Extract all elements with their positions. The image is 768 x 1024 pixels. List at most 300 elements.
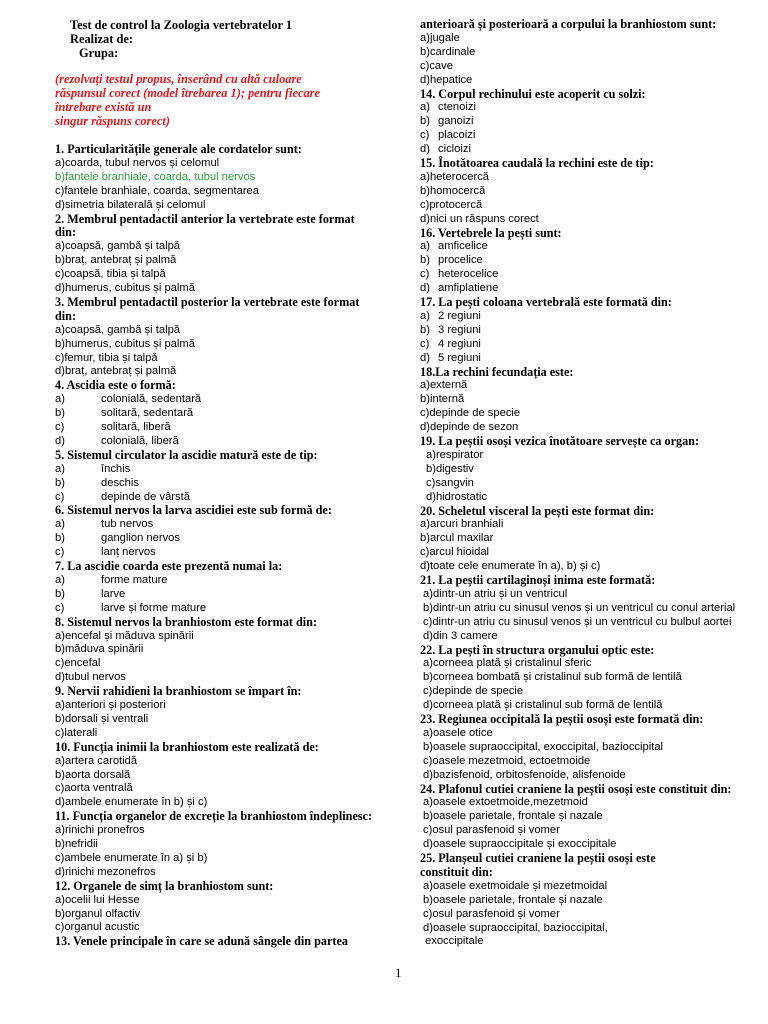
option-text: ctenoizi: [438, 101, 476, 114]
option-text: oasele otice: [432, 726, 493, 739]
option-text: dintr-un atriu cu sinusul venos și un ventricul cu bulbul aortei: [432, 615, 732, 628]
option-letter: a): [420, 101, 430, 114]
option-text: jugale: [429, 31, 460, 44]
option-letter: c): [420, 337, 430, 350]
option-letter: d): [420, 282, 430, 295]
option-text: bazisfenoid, orbitosfenoide, alisfenoide: [432, 768, 626, 781]
answer-option: [420, 143, 471, 157]
answer-option: [420, 310, 481, 324]
option-text: oasele mezetmoid, ectoetmoide: [432, 754, 591, 767]
page-number: 1: [395, 965, 402, 980]
option-letter: b): [420, 393, 430, 406]
answer-option: [423, 685, 523, 699]
option-letter: a): [420, 170, 430, 183]
answer-option: [55, 866, 156, 880]
answer-option: [55, 268, 166, 282]
option-text: heterocelice: [438, 268, 499, 281]
option-text: larve: [101, 587, 126, 600]
option-letter: b): [420, 532, 430, 545]
answer-option: [55, 393, 201, 407]
question-text: 4. Ascidia este o formă:: [55, 378, 176, 393]
option-text: corneea plată și cristalinul sferic: [432, 657, 592, 670]
option-letter: c): [55, 601, 65, 614]
option-letter: a): [420, 31, 430, 44]
answer-option: [55, 463, 130, 477]
option-letter: c): [55, 546, 65, 559]
option-letter: a): [423, 587, 433, 600]
option-letter: b): [55, 907, 65, 920]
option-text: coarda, tubul nervos și celomul: [64, 156, 220, 169]
answer-option: [55, 630, 194, 644]
option-text: ambele enumerate în b) și c): [64, 796, 208, 809]
option-letter: b): [55, 170, 65, 183]
option-text: forme mature: [101, 573, 168, 586]
option-letter: c): [55, 851, 65, 864]
answer-option: [423, 796, 588, 810]
option-letter: d): [423, 768, 433, 781]
instruction-line: răspunsul corect (model îtrebarea 1); pentru fiecare: [55, 86, 321, 100]
option-text: măduva spinării: [64, 643, 144, 656]
option-text: femur, tibia și talpă: [64, 351, 158, 364]
option-text: oasele supraoccipital, bazioccipital,: [432, 921, 608, 934]
answer-option: [426, 463, 474, 477]
question-text: anterioară și posterioară a corpului la branhiostom sunt:: [420, 17, 717, 31]
answer-option: [420, 129, 475, 143]
answer-option: [55, 491, 190, 505]
answer-option: [423, 699, 662, 713]
option-letter: a): [55, 573, 65, 586]
option-letter: a): [420, 240, 430, 253]
answer-option: [55, 421, 171, 435]
question-text: 5. Sistemul circulator la ascidie matură este de tip:: [55, 447, 318, 462]
option-letter: a): [420, 309, 430, 322]
option-text: oasele parietale, frontale și nazale: [432, 810, 603, 823]
option-text: 2 regiuni: [438, 309, 481, 322]
option-letter: d): [55, 198, 65, 211]
option-letter: a): [55, 323, 65, 336]
question-text: 9. Nervii rahidieni la branhiostom se împart în:: [55, 684, 302, 699]
option-text: ambele enumerate în a) și b): [64, 851, 208, 864]
question-text: 11. Funcția organelor de excreție la branhiostom îndeplinesc:: [55, 809, 373, 824]
option-text: depinde de specie: [429, 407, 521, 420]
answer-option: [55, 477, 139, 491]
answer-option: [420, 560, 600, 574]
answer-option: [420, 282, 498, 296]
option-letter: c): [420, 407, 430, 420]
option-letter: d): [423, 699, 433, 712]
option-text: 4 regiuni: [438, 337, 481, 350]
option-text: 5 regiuni: [438, 351, 481, 364]
option-letter: a): [423, 726, 433, 739]
option-text: cave: [429, 59, 453, 72]
option-letter: c): [420, 198, 430, 211]
option-letter: b): [55, 643, 65, 656]
option-text: nici un răspuns corect: [429, 212, 539, 225]
option-letter: a): [55, 824, 65, 837]
option-text: toate cele enumerate în a), b) și c): [429, 560, 601, 573]
option-text: deschis: [101, 476, 139, 489]
option-letter: c): [55, 184, 65, 197]
answer-option: [55, 671, 126, 685]
option-letter: d): [426, 490, 436, 503]
answer-option: [55, 324, 180, 338]
option-letter: c): [423, 685, 433, 698]
question-text: 12. Organele de simț la branhiostom sunt:: [55, 878, 274, 893]
option-text: arcul maxilar: [429, 532, 494, 545]
answer-option: [55, 240, 180, 254]
test-title: Test de control la Zoologia vertebratelor 1: [70, 18, 293, 32]
answer-option: [55, 699, 166, 713]
answer-option: [420, 518, 503, 532]
question-text: constituit din:: [420, 864, 493, 879]
option-text: 3 regiuni: [438, 323, 481, 336]
option-letter: d): [423, 838, 433, 851]
answer-option: [420, 268, 498, 282]
option-letter: c): [423, 907, 433, 920]
option-text: coapsă, gambă și talpă: [64, 240, 181, 253]
option-text: dintr-un atriu și un ventricul: [432, 587, 568, 600]
answer-option: [420, 213, 539, 227]
option-text: fantele branhiale, coarda, segmentarea: [64, 184, 259, 197]
option-letter: a): [420, 518, 430, 531]
option-letter: c): [423, 754, 433, 767]
option-letter: a): [55, 240, 65, 253]
option-letter: d): [55, 796, 65, 809]
correct-answer-option: [55, 171, 255, 185]
answer-option: [55, 254, 176, 268]
answer-option: [420, 74, 472, 88]
option-text: sangvin: [435, 476, 474, 489]
option-letter: c): [55, 921, 65, 934]
option-text: coapsă, tibia și talpă: [64, 268, 166, 281]
question-text: 2. Membrul pentadactil anterior la vertebrate este format: [55, 211, 355, 226]
answer-option: [426, 491, 487, 505]
option-letter: b): [55, 476, 65, 489]
option-letter: a): [55, 518, 65, 531]
option-letter: b): [423, 893, 433, 906]
option-letter: b): [423, 601, 433, 614]
option-text: nefridii: [64, 838, 98, 850]
option-text: corneea plată și cristalinul sub formă de lentilă: [432, 699, 663, 712]
option-letter: b): [55, 587, 65, 600]
answer-option: [420, 101, 476, 115]
answer-option: [55, 894, 140, 908]
answer-option: [55, 185, 259, 199]
option-text: placoizi: [438, 129, 476, 142]
option-letter: a): [426, 448, 436, 461]
option-text: encefal și măduva spinării: [64, 629, 194, 642]
answer-option: [55, 755, 137, 769]
question-text: 20. Scheletul visceral la pești este format din:: [420, 503, 655, 518]
answer-option: [420, 171, 489, 185]
instruction-line: (rezolvați testul propus, înserând cu altă culoare: [55, 72, 302, 86]
option-letter: d): [55, 865, 65, 878]
answer-option: [423, 630, 498, 644]
option-text: depinde de sezon: [429, 421, 519, 434]
answer-option: [423, 908, 560, 922]
option-letter: b): [420, 45, 430, 58]
option-letter: a): [55, 462, 65, 475]
option-text: solitară, sedentară: [101, 407, 194, 420]
option-text: dorsali și ventrali: [64, 712, 149, 725]
answer-option: [420, 254, 483, 268]
question-text: 24. Plafonul cutiei craniene la peștii osoși este constituit din:: [420, 781, 732, 796]
answer-option: [423, 935, 483, 949]
answer-option: [55, 782, 133, 796]
option-text: cardinale: [429, 45, 476, 58]
option-text: închis: [101, 462, 131, 475]
answer-option: [423, 810, 603, 824]
option-text: coapsă, gambă și talpă: [64, 323, 181, 336]
option-letter: c): [55, 421, 65, 433]
option-letter: b): [55, 532, 65, 545]
option-letter: d): [420, 421, 430, 434]
option-text: humerus, cubitus și palmă: [64, 337, 195, 350]
answer-option: [423, 671, 682, 685]
option-letter: a): [423, 879, 433, 892]
answer-option: [423, 755, 590, 769]
option-text: colonială, liberă: [101, 434, 179, 447]
option-letter: a): [55, 754, 65, 767]
question-text: 1. Particularitățile generale ale cordatelor sunt:: [55, 142, 302, 156]
answer-option: [420, 46, 475, 60]
option-text: anteriori și posteriori: [64, 699, 166, 711]
question-text: 19. La peștii osoși vezica înotătoare servește ca organ:: [420, 434, 700, 448]
option-letter: d): [55, 434, 65, 447]
option-text: ganoizi: [438, 115, 474, 128]
answer-option: [55, 908, 140, 922]
question-text: 16. Vertebrele la pești sunt:: [420, 225, 562, 240]
answer-option: [55, 796, 207, 810]
option-letter: b): [55, 254, 65, 267]
option-text: solitară, liberă: [101, 421, 171, 433]
option-letter: d): [55, 282, 65, 294]
option-text: tubul nervos: [64, 671, 126, 684]
option-text: procelice: [438, 254, 483, 267]
option-text: digestiv: [435, 462, 474, 475]
option-letter: a): [423, 796, 433, 809]
option-text: protocercă: [429, 198, 483, 211]
answer-option: [423, 880, 607, 894]
answer-option: [420, 546, 489, 560]
option-letter: c): [423, 824, 433, 837]
option-letter: b): [423, 740, 433, 753]
answer-option: [55, 769, 130, 783]
question-text: 14. Corpul rechinului este acoperit cu solzi:: [420, 86, 646, 101]
option-letter: c): [420, 268, 430, 281]
answer-option: [55, 546, 156, 560]
option-text: colonială, sedentară: [101, 393, 202, 406]
answer-option: [420, 199, 482, 213]
option-text: lanț nervos: [101, 546, 156, 559]
answer-option: [423, 657, 592, 671]
option-letter: d): [55, 671, 65, 684]
answer-option: [55, 532, 180, 546]
realizat-label: Realizat de:: [70, 32, 133, 46]
answer-option: [55, 921, 140, 935]
answer-option: [423, 824, 560, 838]
option-text: tub nervos: [101, 518, 154, 531]
option-letter: b): [55, 407, 65, 420]
answer-option: [423, 616, 731, 630]
answer-option: [420, 32, 460, 46]
option-letter: b): [420, 184, 430, 197]
answer-option: [55, 518, 153, 532]
option-text: artera carotidă: [64, 754, 138, 767]
option-text: depinde de specie: [432, 685, 524, 698]
option-letter: d): [55, 365, 65, 378]
instruction-line: întrebare există un: [55, 100, 152, 114]
answer-option: [55, 407, 193, 421]
answer-option: [55, 352, 158, 366]
answer-option: [55, 199, 205, 213]
answer-option: [420, 185, 485, 199]
answer-option: [420, 115, 473, 129]
option-text: hidrostatic: [435, 490, 487, 503]
option-text: din 3 camere: [432, 629, 498, 642]
option-text: ganglion nervos: [101, 532, 180, 545]
option-text: ocelii lui Hesse: [64, 893, 140, 906]
question-text: 13. Venele principale în care se adună sângele din partea: [55, 934, 348, 949]
question-text: 22. La pești în structura organului optic este:: [420, 642, 655, 657]
answer-option: [55, 157, 219, 171]
question-text: din:: [55, 308, 77, 323]
option-letter: d): [423, 921, 433, 934]
option-text: respirator: [435, 448, 484, 461]
answer-option: [420, 407, 520, 421]
option-text: dintr-un atriu cu sinusul venos și un ventricul cu conul arterial: [432, 601, 736, 614]
answer-option: [423, 838, 616, 852]
question-text: 3. Membrul pentadactil posterior la vertebrate este format: [55, 294, 360, 309]
option-letter: c): [420, 129, 430, 142]
answer-option: [420, 421, 518, 435]
option-letter: c): [55, 782, 65, 795]
option-text: arcul hioidal: [429, 546, 490, 559]
answer-option: [420, 60, 453, 74]
question-text: 25. Planșeul cutiei craniene la peștii osoși este: [420, 851, 656, 865]
option-letter: a): [55, 393, 65, 406]
question-text: 8. Sistemul nervos la branhiostom este format din:: [55, 614, 318, 629]
option-letter: a): [55, 156, 65, 169]
option-text: osul parasfenoid și vomer: [432, 907, 560, 920]
option-text: oasele supraoccipital, exoccipital, bazioccipital: [432, 740, 664, 753]
option-letter: d): [420, 560, 430, 573]
option-letter: b): [423, 810, 433, 823]
option-letter: b): [420, 323, 430, 336]
question-text: 23. Regiunea occipitală la peștii osoși este formată din:: [420, 712, 704, 726]
option-letter: b): [55, 838, 65, 850]
answer-option: [420, 379, 467, 393]
question-text: 15. Înotătoarea caudală la rechini este de tip:: [420, 156, 654, 170]
answer-option: [423, 602, 735, 616]
question-text: 7. La ascidie coarda este prezentă numai la:: [55, 559, 283, 573]
option-letter: c): [423, 615, 433, 628]
option-text: oasele extoetmoide,mezetmoid: [432, 796, 588, 809]
answer-option: [420, 338, 481, 352]
answer-option: [426, 449, 483, 463]
option-text: oasele supraoccipitale și exoccipitale: [432, 838, 617, 851]
option-letter: b): [426, 462, 436, 475]
option-letter: b): [55, 768, 65, 781]
answer-option: [55, 852, 207, 866]
option-text: heterocercă: [429, 170, 490, 183]
answer-option: [420, 532, 493, 546]
option-text: osul parasfenoid și vomer: [432, 824, 560, 837]
answer-option: [423, 894, 603, 908]
option-letter: b): [420, 254, 430, 267]
answer-option: [423, 588, 567, 602]
answer-option: [55, 657, 100, 671]
option-letter: c): [55, 657, 65, 670]
option-text: internă: [429, 393, 465, 406]
option-letter: d): [420, 73, 430, 86]
answer-option: [420, 393, 464, 407]
option-text: arcuri branhiali: [429, 518, 504, 531]
option-text: braț, antebraț și palmă: [64, 254, 177, 267]
option-text: aorta ventrală: [64, 782, 133, 795]
option-text: humerus, cubitus și palmă: [64, 282, 195, 294]
option-text: amfiplatiene: [438, 282, 499, 295]
option-text: larve și forme mature: [101, 601, 207, 614]
question-text: 18.La rechini fecundația este:: [420, 364, 574, 379]
option-text: encefal: [64, 657, 101, 670]
option-letter: c): [55, 490, 65, 503]
answer-option: [55, 713, 148, 727]
option-text: externă: [429, 379, 468, 392]
grupa-label: Grupa:: [79, 46, 119, 60]
answer-option: [55, 338, 195, 352]
option-text: corneea bombată și cristalinul sub formă de lentilă: [432, 671, 682, 684]
option-text: simetria bilaterală și celomul: [64, 198, 206, 211]
option-letter: d): [420, 143, 430, 156]
question-text: 10. Funcția inimii la branhiostom este realizată de:: [55, 739, 319, 754]
option-text: depinde de vârstă: [101, 490, 190, 503]
option-text: homocercă: [429, 184, 486, 197]
answer-option: [420, 352, 481, 366]
option-letter: a): [55, 893, 65, 906]
answer-option: [55, 838, 98, 852]
option-letter: b): [55, 712, 65, 725]
question-text: 17. La pești coloana vertebrală este formată din:: [420, 295, 672, 309]
option-text: oasele parietale, frontale și nazale: [432, 893, 603, 906]
answer-option: [423, 769, 626, 783]
answer-option: [55, 824, 145, 838]
option-letter: a): [55, 699, 65, 711]
question-text: 21. La peștii cartilaginoși inima este formată:: [420, 573, 656, 587]
option-letter: d): [423, 629, 433, 642]
option-letter: b): [55, 337, 65, 350]
answer-option: [55, 727, 97, 741]
answer-option: [55, 435, 179, 449]
option-letter: c): [55, 726, 65, 739]
answer-option: [55, 282, 195, 296]
option-text: hepatice: [429, 73, 473, 86]
answer-option: [420, 240, 488, 254]
option-letter: c): [420, 59, 430, 72]
option-letter: d): [420, 351, 430, 364]
answer-option: [55, 643, 143, 657]
answer-option: [55, 365, 176, 379]
option-text: braț, antebraț și palmă: [64, 365, 177, 378]
instruction-line: singur răspuns corect): [55, 114, 170, 128]
option-letter: c): [55, 351, 65, 364]
answer-option: [55, 588, 125, 602]
option-text: fantele branhiale, coarda, tubul nervos: [64, 170, 256, 183]
option-text: rinichi pronefros: [64, 824, 145, 837]
answer-option: [423, 741, 663, 755]
option-text: oasele exetmoidale și mezetmoidal: [432, 879, 608, 892]
option-letter: a): [423, 657, 433, 670]
